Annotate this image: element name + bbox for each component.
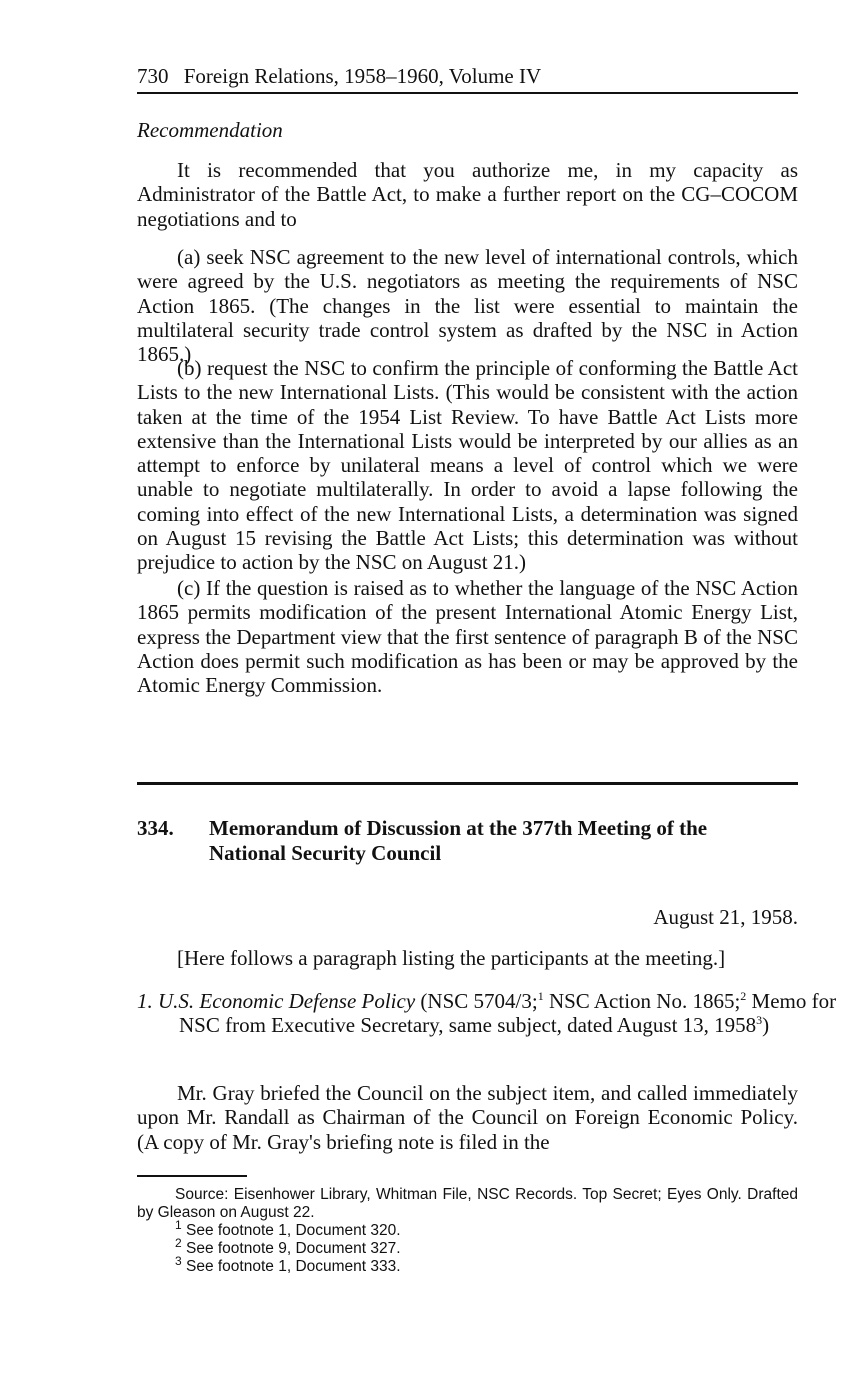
recommendation-item-c: (c) If the question is raised as to whether the language of the NSC Action 1865 permits modification of the present International Atomic Energy List, express the Department view that the first sentence of paragraph B of the NSC Action does permit such modification as has been or may be approved by the Atomic Energy Commission. xyxy=(137,576,798,698)
agenda-item-ref-a: (NSC 5704/3; xyxy=(415,989,538,1013)
document-date: August 21, 1958. xyxy=(653,905,798,929)
footnote-divider xyxy=(137,1175,247,1177)
source-note: Source: Eisenhower Library, Whitman File, NSC Records. Top Secret; Eyes Only. Drafted by Gleason on August 22. xyxy=(137,1186,798,1221)
document-title: Memorandum of Discussion at the 377th Meeting of the National Security Council xyxy=(209,816,708,865)
footnote-2-mark: 2 xyxy=(175,1235,182,1250)
footnote-2-text: See footnote 9, Document 327. xyxy=(181,1240,401,1257)
footnote-ref-1[interactable]: 1 xyxy=(537,989,544,1003)
running-title: Foreign Relations, 1958–1960, Volume IV xyxy=(183,64,542,88)
agenda-item-ref-d: ) xyxy=(762,1013,770,1038)
footnote-3-text: See footnote 1, Document 333. xyxy=(181,1258,401,1275)
section-divider xyxy=(137,782,798,785)
recommendation-heading: Recommendation xyxy=(137,118,283,142)
editorial-note: [Here follows a paragraph listing the participants at the meeting.] xyxy=(177,946,726,970)
agenda-item-title: 1. U.S. Economic Defense Policy xyxy=(137,989,416,1013)
recommendation-intro: It is recommended that you authorize me, in my capacity as Administrator of the Battle Act, to make a further report on the CG–COCOM negotiations and to xyxy=(137,158,798,231)
recommendation-item-a: (a) seek NSC agreement to the new level of international controls, which were agreed by the U.S. negotiators as meeting the requirements of NSC Action 1865. (The changes in the list were essential to maintain the multilateral security trade control system as drafted by the NSC in Action 1865.) xyxy=(137,245,798,367)
agenda-item-1 xyxy=(137,989,840,1038)
footnote-ref-2[interactable]: 2 xyxy=(740,989,747,1003)
footnotes xyxy=(137,1186,798,1276)
footnote-ref-3[interactable]: 3 xyxy=(756,1013,763,1028)
footnote-1-mark: 1 xyxy=(175,1217,182,1232)
footnote-1 xyxy=(137,1217,798,1240)
document-number: 334. xyxy=(137,816,174,840)
discussion-paragraph: Mr. Gray briefed the Council on the subject item, and called immediately upon Mr. Randall as Chairman of the Council on Foreign Economic Policy. (A copy of Mr. Gray's briefing note is filed in the xyxy=(137,1081,798,1154)
agenda-item-ref-c: Memo for NSC from Executive Secretary, same subject, dated August 13, 1958 xyxy=(179,989,837,1038)
footnote-1-text: See footnote 1, Document 320. xyxy=(181,1222,401,1239)
recommendation-item-b: (b) request the NSC to confirm the principle of conforming the Battle Act Lists to the new International Lists. (This would be consistent with the action taken at the time of the 1954 List Review. To have Battle Act Lists more extensive than the International Lists would be interpreted by our allies as an attempt to enforce by unilateral means a level of control which we were unable to negotiate multilaterally. In order to avoid a lapse following the coming into effect of the new International Lists, a determination was signed on August 15 revising the Battle Act Lists; this determination was without prejudice to action by the NSC on August 21.) xyxy=(137,356,798,575)
page-number: 730 xyxy=(137,64,169,88)
footnote-3-mark: 3 xyxy=(175,1253,182,1268)
footnote-3 xyxy=(137,1253,798,1276)
agenda-item-ref-b: NSC Action No. 1865; xyxy=(543,989,741,1013)
running-header xyxy=(137,64,798,94)
footnote-2 xyxy=(137,1235,798,1258)
